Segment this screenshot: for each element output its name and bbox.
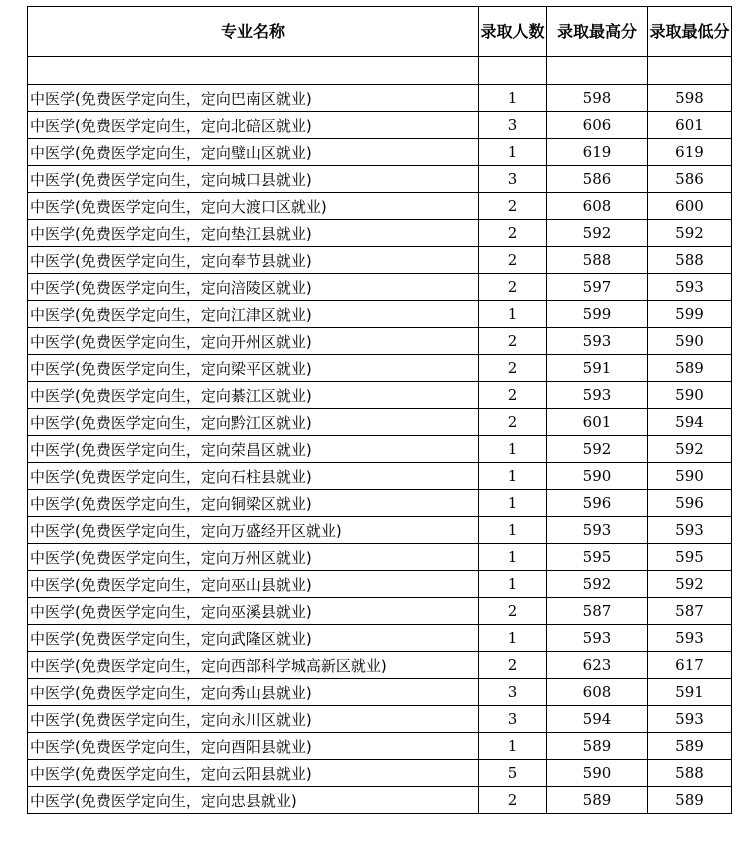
major-name-cell: 中医学(免费医学定向生，定向开州区就业) xyxy=(28,328,479,355)
table-row xyxy=(28,139,732,166)
admit-count-cell: 1 xyxy=(479,733,547,760)
table-row xyxy=(28,625,732,652)
min-score-cell: 593 xyxy=(648,274,732,301)
max-score-cell: 589 xyxy=(547,787,648,814)
header-row xyxy=(28,7,732,57)
min-score-cell: 619 xyxy=(648,139,732,166)
admit-count-cell: 2 xyxy=(479,598,547,625)
header-major-name: 专业名称 xyxy=(28,7,479,57)
admit-count-cell: 1 xyxy=(479,436,547,463)
admit-count-cell: 1 xyxy=(479,517,547,544)
max-score-cell: 608 xyxy=(547,193,648,220)
major-name-cell: 中医学(免费医学定向生，定向西部科学城高新区就业) xyxy=(28,652,479,679)
admit-count-cell: 2 xyxy=(479,193,547,220)
major-name-cell: 中医学(免费医学定向生，定向奉节县就业) xyxy=(28,247,479,274)
min-score-cell: 595 xyxy=(648,544,732,571)
min-score-cell: 594 xyxy=(648,409,732,436)
max-score-cell: 587 xyxy=(547,598,648,625)
admit-count-cell: 1 xyxy=(479,490,547,517)
major-name-cell: 中医学(免费医学定向生，定向武隆区就业) xyxy=(28,625,479,652)
max-score-cell: 590 xyxy=(547,760,648,787)
admit-count-cell: 2 xyxy=(479,409,547,436)
max-score-cell: 594 xyxy=(547,706,648,733)
table-row xyxy=(28,247,732,274)
admit-count-cell: 3 xyxy=(479,112,547,139)
max-score-cell: 593 xyxy=(547,382,648,409)
table-row xyxy=(28,571,732,598)
min-score-cell: 588 xyxy=(648,760,732,787)
major-name-cell: 中医学(免费医学定向生，定向璧山区就业) xyxy=(28,139,479,166)
admit-count-cell: 2 xyxy=(479,382,547,409)
admit-count-cell: 3 xyxy=(479,706,547,733)
header-admit-count: 录取人数 xyxy=(479,7,547,57)
max-score-cell: 591 xyxy=(547,355,648,382)
max-score-cell: 592 xyxy=(547,220,648,247)
admit-count-cell: 2 xyxy=(479,220,547,247)
min-score-cell: 593 xyxy=(648,517,732,544)
admit-count-cell: 2 xyxy=(479,247,547,274)
table-row xyxy=(28,355,732,382)
max-score-cell: 592 xyxy=(547,436,648,463)
admit-count-cell: 2 xyxy=(479,355,547,382)
major-name-cell: 中医学(免费医学定向生，定向巴南区就业) xyxy=(28,85,479,112)
major-name-cell: 中医学(免费医学定向生，定向忠县就业) xyxy=(28,787,479,814)
table-row xyxy=(28,544,732,571)
admit-count-cell: 2 xyxy=(479,328,547,355)
max-score-cell: 619 xyxy=(547,139,648,166)
major-name-cell: 中医学(免费医学定向生，定向黔江区就业) xyxy=(28,409,479,436)
max-score-cell: 592 xyxy=(547,571,648,598)
table-row xyxy=(28,274,732,301)
max-score-cell: 597 xyxy=(547,274,648,301)
max-score-cell: 586 xyxy=(547,166,648,193)
table-body xyxy=(28,57,732,814)
major-name-cell: 中医学(免费医学定向生，定向涪陵区就业) xyxy=(28,274,479,301)
blank-cell xyxy=(547,57,648,85)
table-row xyxy=(28,598,732,625)
admit-count-cell: 3 xyxy=(479,679,547,706)
table-row xyxy=(28,787,732,814)
min-score-cell: 589 xyxy=(648,355,732,382)
major-name-cell: 中医学(免费医学定向生，定向石柱县就业) xyxy=(28,463,479,490)
min-score-cell: 593 xyxy=(648,706,732,733)
min-score-cell: 596 xyxy=(648,490,732,517)
min-score-cell: 592 xyxy=(648,220,732,247)
admit-count-cell: 1 xyxy=(479,463,547,490)
table-row xyxy=(28,679,732,706)
table-row xyxy=(28,463,732,490)
admit-count-cell: 2 xyxy=(479,652,547,679)
table-row xyxy=(28,652,732,679)
table-row xyxy=(28,733,732,760)
min-score-cell: 590 xyxy=(648,463,732,490)
table-header xyxy=(28,7,732,57)
table-row xyxy=(28,517,732,544)
major-name-cell: 中医学(免费医学定向生，定向大渡口区就业) xyxy=(28,193,479,220)
min-score-cell: 592 xyxy=(648,436,732,463)
table-row xyxy=(28,760,732,787)
major-name-cell: 中医学(免费医学定向生，定向梁平区就业) xyxy=(28,355,479,382)
max-score-cell: 588 xyxy=(547,247,648,274)
min-score-cell: 587 xyxy=(648,598,732,625)
admit-count-cell: 1 xyxy=(479,544,547,571)
blank-row xyxy=(28,57,732,85)
table-row xyxy=(28,85,732,112)
admit-count-cell: 3 xyxy=(479,166,547,193)
table-row xyxy=(28,220,732,247)
major-name-cell: 中医学(免费医学定向生，定向北碚区就业) xyxy=(28,112,479,139)
header-min-score: 录取最低分 xyxy=(648,7,732,57)
table-row xyxy=(28,166,732,193)
min-score-cell: 617 xyxy=(648,652,732,679)
max-score-cell: 599 xyxy=(547,301,648,328)
min-score-cell: 586 xyxy=(648,166,732,193)
max-score-cell: 590 xyxy=(547,463,648,490)
major-name-cell: 中医学(免费医学定向生，定向万州区就业) xyxy=(28,544,479,571)
admit-count-cell: 1 xyxy=(479,85,547,112)
max-score-cell: 601 xyxy=(547,409,648,436)
major-name-cell: 中医学(免费医学定向生，定向垫江县就业) xyxy=(28,220,479,247)
max-score-cell: 593 xyxy=(547,517,648,544)
admit-count-cell: 2 xyxy=(479,274,547,301)
min-score-cell: 589 xyxy=(648,787,732,814)
major-name-cell: 中医学(免费医学定向生，定向铜梁区就业) xyxy=(28,490,479,517)
max-score-cell: 593 xyxy=(547,625,648,652)
max-score-cell: 589 xyxy=(547,733,648,760)
max-score-cell: 598 xyxy=(547,85,648,112)
blank-cell xyxy=(648,57,732,85)
max-score-cell: 623 xyxy=(547,652,648,679)
table-row xyxy=(28,706,732,733)
min-score-cell: 601 xyxy=(648,112,732,139)
major-name-cell: 中医学(免费医学定向生，定向万盛经开区就业) xyxy=(28,517,479,544)
table-row xyxy=(28,436,732,463)
major-name-cell: 中医学(免费医学定向生，定向荣昌区就业) xyxy=(28,436,479,463)
min-score-cell: 593 xyxy=(648,625,732,652)
admit-count-cell: 1 xyxy=(479,139,547,166)
major-name-cell: 中医学(免费医学定向生，定向秀山县就业) xyxy=(28,679,479,706)
blank-cell xyxy=(479,57,547,85)
max-score-cell: 596 xyxy=(547,490,648,517)
major-name-cell: 中医学(免费医学定向生，定向城口县就业) xyxy=(28,166,479,193)
major-name-cell: 中医学(免费医学定向生，定向云阳县就业) xyxy=(28,760,479,787)
min-score-cell: 588 xyxy=(648,247,732,274)
min-score-cell: 590 xyxy=(648,328,732,355)
table-row xyxy=(28,301,732,328)
table-row xyxy=(28,382,732,409)
table-row xyxy=(28,112,732,139)
min-score-cell: 592 xyxy=(648,571,732,598)
max-score-cell: 593 xyxy=(547,328,648,355)
table-row xyxy=(28,328,732,355)
table-row xyxy=(28,490,732,517)
major-name-cell: 中医学(免费医学定向生，定向巫溪县就业) xyxy=(28,598,479,625)
major-name-cell: 中医学(免费医学定向生，定向江津区就业) xyxy=(28,301,479,328)
min-score-cell: 589 xyxy=(648,733,732,760)
table-row xyxy=(28,193,732,220)
admit-count-cell: 1 xyxy=(479,625,547,652)
major-name-cell: 中医学(免费医学定向生，定向酉阳县就业) xyxy=(28,733,479,760)
admit-count-cell: 2 xyxy=(479,787,547,814)
min-score-cell: 591 xyxy=(648,679,732,706)
min-score-cell: 600 xyxy=(648,193,732,220)
admit-count-cell: 5 xyxy=(479,760,547,787)
blank-cell xyxy=(28,57,479,85)
min-score-cell: 598 xyxy=(648,85,732,112)
major-name-cell: 中医学(免费医学定向生，定向巫山县就业) xyxy=(28,571,479,598)
max-score-cell: 595 xyxy=(547,544,648,571)
max-score-cell: 608 xyxy=(547,679,648,706)
header-max-score: 录取最高分 xyxy=(547,7,648,57)
min-score-cell: 590 xyxy=(648,382,732,409)
max-score-cell: 606 xyxy=(547,112,648,139)
table-row xyxy=(28,409,732,436)
admission-score-table xyxy=(27,6,732,814)
major-name-cell: 中医学(免费医学定向生，定向綦江区就业) xyxy=(28,382,479,409)
major-name-cell: 中医学(免费医学定向生，定向永川区就业) xyxy=(28,706,479,733)
min-score-cell: 599 xyxy=(648,301,732,328)
admit-count-cell: 1 xyxy=(479,571,547,598)
admit-count-cell: 1 xyxy=(479,301,547,328)
